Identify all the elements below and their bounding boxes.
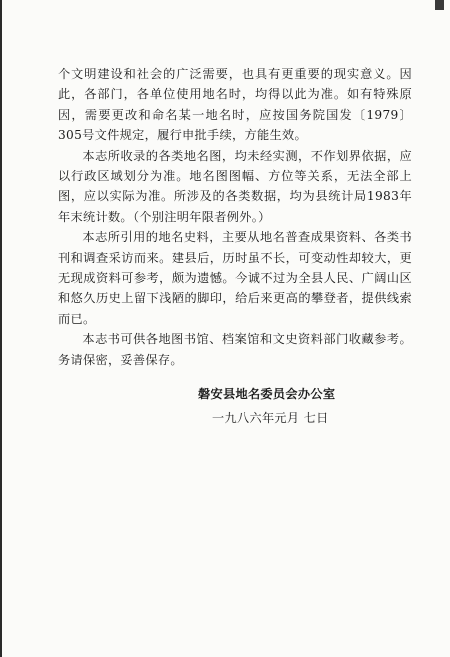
body-text — [58, 64, 412, 370]
paragraph-1: 个文明建设和社会的广泛需要，也具有更重要的现实意义。因此，各部门，各单位使用地名时，均得以此为准。如有特殊原因，需要更改和命名某一地名时，应按国务院国发〔1979〕305号文件规定，履行申批手续，方能生效。 — [58, 67, 412, 143]
paragraph-4: 本志书可供各地图书馆、档案馆和文史资料部门收藏参考。务请保密，妥善保存。 — [58, 332, 412, 367]
signature-organization: 磐安县地名委员会办公室 — [198, 387, 336, 401]
signature-block — [198, 382, 378, 430]
scan-mark — [435, 0, 444, 10]
scan-edge — [0, 0, 2, 657]
paragraph-2: 本志所收录的各类地名图，均未经实测，不作划界依据，应以行政区域划分为准。地名图图幅、方位等关系，无法全部上图，应以实际为准。所涉及的各类数据，均为县统计局1983年年末统计数。（个别注明年限者例外。） — [58, 148, 412, 224]
paragraph-3: 本志所引用的地名史料，主要从地名普查成果资料、各类书刊和调查采访而来。建县后，历时虽不长，可变动性却较大，更无现成资料可参考，颇为遗憾。今诚不过为全县人民、广阔山区和悠久历史上留下浅陋的脚印，给后来更高的攀登者，提供线索而已。 — [58, 230, 412, 326]
signature-date: 一九八六年元月 七日 — [212, 411, 329, 425]
